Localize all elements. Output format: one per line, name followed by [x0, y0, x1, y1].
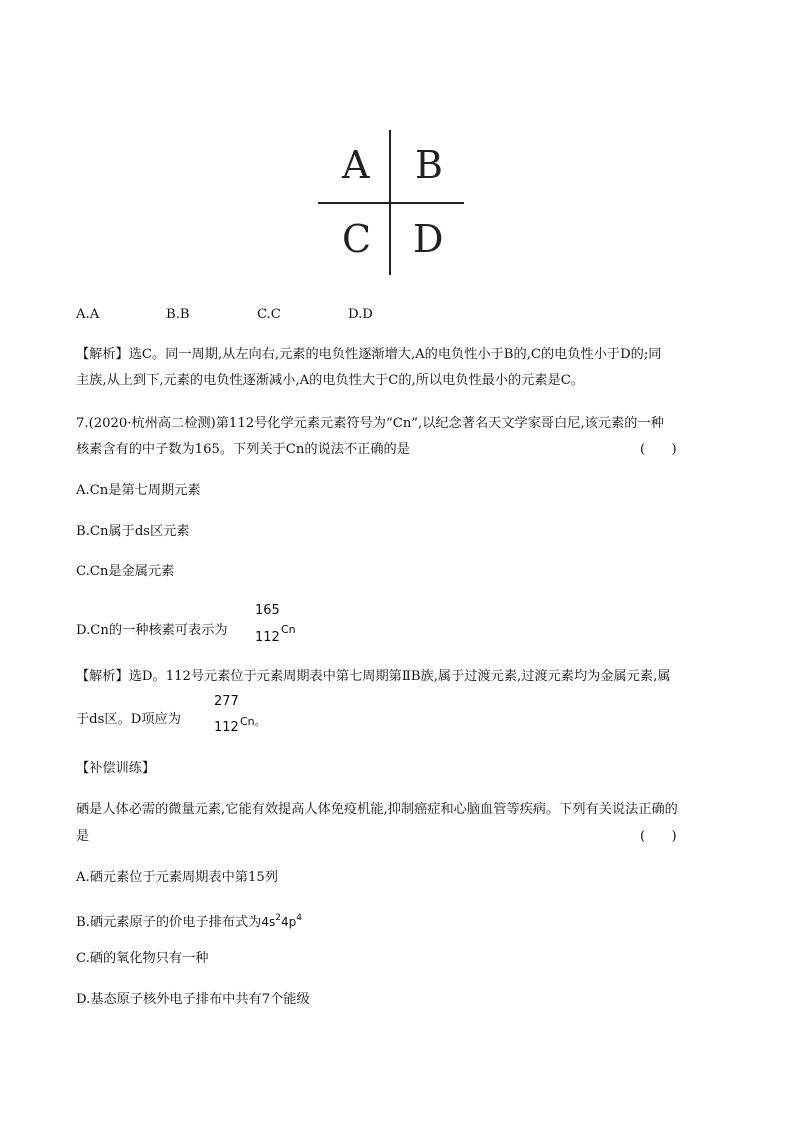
- q6-option-a: A.A: [76, 307, 100, 322]
- q7-analysis-symbol: Cn。: [240, 715, 266, 728]
- valence-electron-configuration: $4s^24p^4$: [261, 913, 302, 929]
- compensation-stem-line-2: 是: [76, 829, 90, 844]
- q6-option-c: C.C: [257, 307, 281, 322]
- compensation-option-c: C.硒的氧化物只有一种: [76, 951, 209, 966]
- q7-analysis-mass-number: 277: [214, 694, 239, 709]
- q6-analysis-line-1: 【解析】选C。同一周期,从左向右,元素的电负性逐渐增大,A的电负性小于B的,C的电负性小于D的;同: [76, 347, 662, 362]
- q6-option-d: D.D: [348, 307, 373, 322]
- q6-analysis-line-2: 主族,从上到下,元素的电负性逐渐减小,A的电负性大于C的,所以电负性最小的元素是C。: [76, 373, 585, 388]
- q7-nuclide-atomic-number: 112: [255, 630, 280, 645]
- compensation-answer-parentheses: ( ): [640, 829, 677, 844]
- compensation-option-a: A.硒元素位于元素周期表中第15列: [76, 870, 278, 885]
- compensation-option-d: D.基态原子核外电子排布中共有7个能级: [76, 992, 310, 1007]
- q7-answer-parentheses: ( ): [640, 442, 677, 457]
- compensation-heading: 【补偿训练】: [76, 761, 156, 776]
- q7-analysis-line-1: 【解析】选D。112号元素位于元素周期表中第七周期第ⅡB族,属于过渡元素,过渡元素均为金属元素,属: [76, 669, 671, 684]
- compensation-option-b-text: B.硒元素原子的价电子排布式为: [76, 915, 262, 930]
- q7-analysis-line-2: 于ds区。D项应为: [76, 712, 181, 727]
- q7-stem-line-2: 核素含有的中子数为165。下列关于Cn的说法不正确的是: [76, 442, 410, 457]
- compensation-stem-line-1: 硒是人体必需的微量元素,它能有效提高人体免疫机能,抑制癌症和心脑血管等疾病。下列有关说法正确的: [76, 802, 678, 817]
- q7-analysis-atomic-number: 112: [214, 720, 239, 735]
- grid-cell-a: A: [342, 143, 370, 187]
- q7-stem-line-1: 7.(2020·杭州高二检测)第112号化学元素元素符号为“Cn”,以纪念著名天文学家哥白尼,该元素的一种: [76, 416, 664, 431]
- q7-nuclide-mass-number: 165: [255, 603, 280, 618]
- grid-cell-d: D: [413, 217, 444, 261]
- q7-option-a: A.Cn是第七周期元素: [76, 483, 201, 498]
- grid-cell-c: C: [342, 217, 372, 261]
- q7-option-b: B.Cn属于ds区元素: [76, 524, 190, 539]
- q7-option-d: D.Cn的一种核素可表示为: [76, 623, 228, 638]
- compensation-option-b: [76, 909, 302, 932]
- q6-option-b: B.B: [166, 307, 190, 322]
- grid-cell-b: B: [415, 143, 443, 187]
- q7-nuclide-symbol: Cn: [281, 623, 296, 636]
- grid-horizontal-line: [318, 202, 464, 204]
- q7-option-c: C.Cn是金属元素: [76, 564, 175, 579]
